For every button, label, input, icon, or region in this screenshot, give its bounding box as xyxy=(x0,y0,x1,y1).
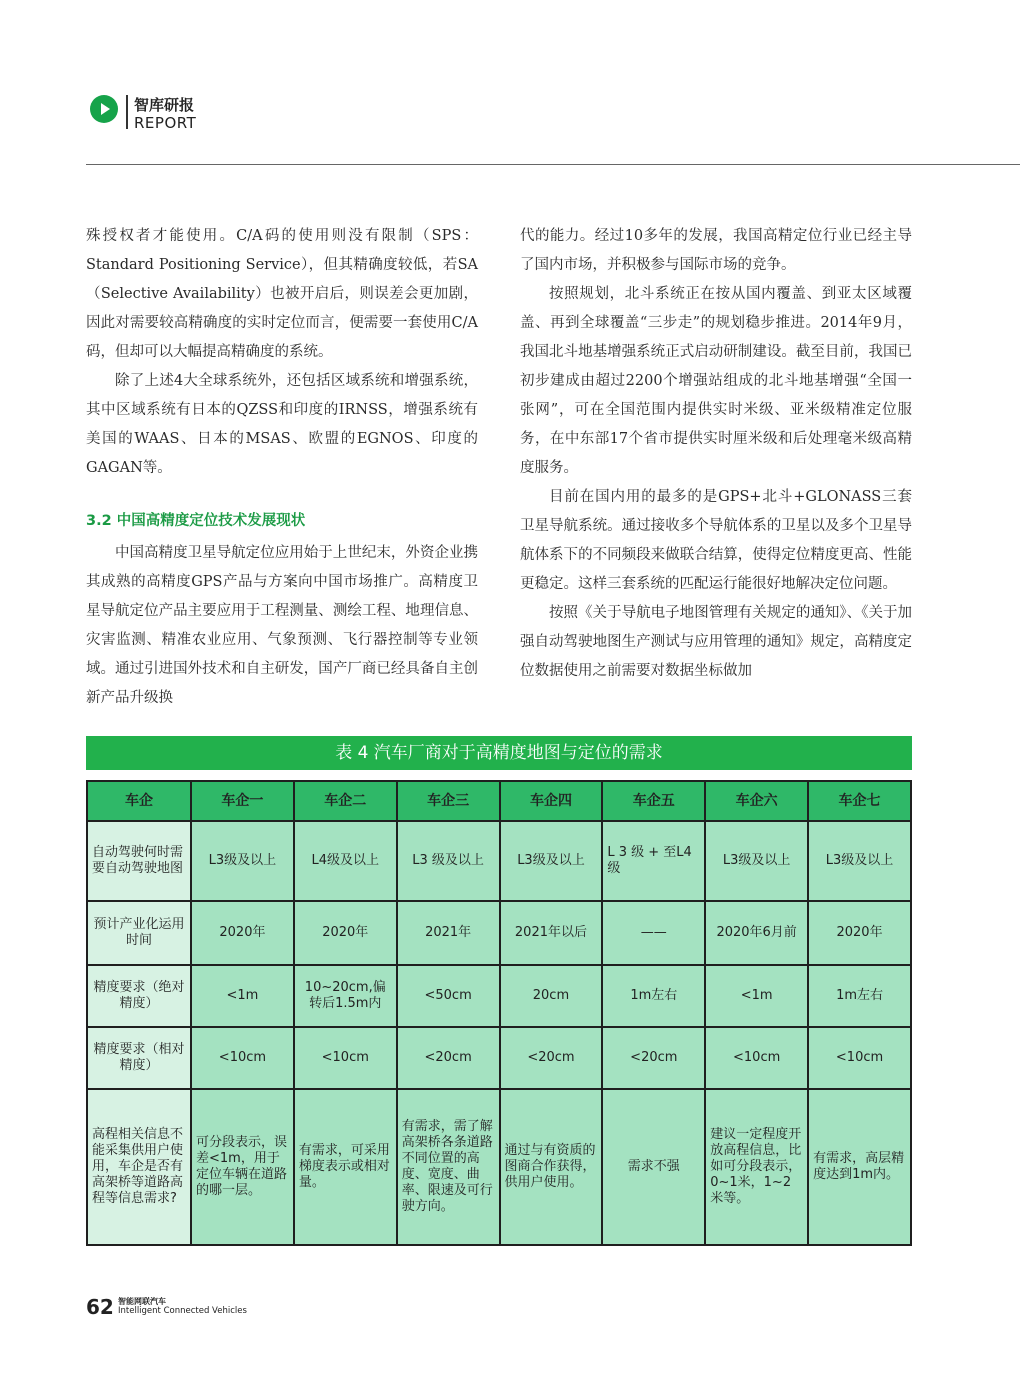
table-cell: 通过与有资质的图商合作获得，供用户使用。 xyxy=(500,1089,603,1245)
logo-divider xyxy=(126,95,128,129)
table-title: 表 4 汽车厂商对于高精度地图与定位的需求 xyxy=(86,736,912,770)
header-rule xyxy=(86,164,1020,165)
table-cell: L3级及以上 xyxy=(705,821,808,901)
table-cell: <10cm xyxy=(191,1027,294,1089)
paragraph: 代的能力。经过10多年的发展，我国高精定位行业已经主导了国内市场，并积极参与国际市场的竞争。 xyxy=(520,228,912,273)
row-header: 预计产业化运用时间 xyxy=(87,901,191,965)
column-header: 车企七 xyxy=(808,781,911,821)
table-row xyxy=(87,821,911,901)
row-header: 高程相关信息不能采集供用户使用，车企是否有高架桥等道路高程等信息需求? xyxy=(87,1089,191,1245)
column-header: 车企四 xyxy=(500,781,603,821)
row-header: 精度要求（绝对精度） xyxy=(87,965,191,1027)
row-header: 精度要求（相对精度） xyxy=(87,1027,191,1089)
table-cell: <20cm xyxy=(602,1027,705,1089)
paragraph: 中国高精度卫星导航定位应用始于上世纪末，外资企业携其成熟的高精度GPS产品与方案向中国市场推广。高精度卫星导航定位产品主要应用于工程测量、测绘工程、地理信息、灾害监测、精准农业应用、气象预测、飞行器控制等专业领域。通过引进国外技术和自主研发，国产厂商已经具备自主创新产品升级换 xyxy=(86,545,478,706)
table-cell: L3级及以上 xyxy=(191,821,294,901)
table-cell: 1m左右 xyxy=(808,965,911,1027)
table-cell: <1m xyxy=(191,965,294,1027)
table-cell: 2021年以后 xyxy=(500,901,603,965)
table-cell: L 3 级 + 至L4级 xyxy=(602,821,705,901)
table-row xyxy=(87,1089,911,1245)
magazine-name-cn: 智能网联汽车 xyxy=(118,1297,166,1306)
brand-subtitle: REPORT xyxy=(134,114,197,132)
paragraph: 除了上述4大全球系统外，还包括区域系统和增强系统，其中区域系统有日本的QZSS和印度的IRNSS，增强系统有美国的WAAS、日本的MSAS、欧盟的EGNOS、印度的GAGAN等。 xyxy=(86,373,478,476)
table-cell: <20cm xyxy=(397,1027,500,1089)
table-cell: L3 级及以上 xyxy=(397,821,500,901)
left-column xyxy=(86,222,478,713)
paragraph: 目前在国内用的最多的是GPS+北斗+GLONASS三套卫星导航系统。通过接收多个导航体系的卫星以及多个卫星导航体系下的不同频段来做联合结算，使得定位精度更高、性能更稳定。这样三套系统的匹配运行能很好地解决定位问题。 xyxy=(520,489,912,592)
table-cell: 有需求，可采用梯度表示或相对量。 xyxy=(294,1089,397,1245)
table-cell: 可分段表示，误差<1m，用于定位车辆在道路的哪一层。 xyxy=(191,1089,294,1245)
play-logo-icon xyxy=(90,95,118,123)
table-cell: <1m xyxy=(705,965,808,1027)
page-number: 62 xyxy=(86,1295,114,1319)
column-header: 车企二 xyxy=(294,781,397,821)
column-header: 车企六 xyxy=(705,781,808,821)
table-cell: <10cm xyxy=(808,1027,911,1089)
table-cell: 有需求，高层精度达到1m内。 xyxy=(808,1089,911,1245)
paragraph: 按照规划，北斗系统正在按从国内覆盖、到亚太区域覆盖、再到全球覆盖“三步走”的规划稳步推进。2014年9月，我国北斗地基增强系统正式启动研制建设。截至目前，我国已初步建成由超过2200个增强站组成的北斗地基增强“全国一张网”，可在全国范围内提供实时米级、亚米级精准定位服务，在中东部17个省市提供实时厘米级和后处理毫米级高精度服务。 xyxy=(520,286,912,476)
column-header: 车企三 xyxy=(397,781,500,821)
paragraph: 按照《关于导航电子地图管理有关规定的通知》、《关于加强自动驾驶地图生产测试与应用管理的通知》规定，高精度定位数据使用之前需要对数据坐标做加 xyxy=(520,605,912,679)
right-column xyxy=(520,222,912,686)
paragraph: 殊授权者才能使用。C/A码的使用则没有限制（SPS：Standard Positioning Service），但其精确度较低，若SA（Selective Availability）也被开启后，则误差会更加剧，因此对需要较高精确度的实时定位而言，便需要一套使用C/A码，但却可以大幅提高精确度的系统。 xyxy=(86,228,478,360)
table-cell: 2020年 xyxy=(294,901,397,965)
table-cell: 10~20cm,偏转后1.5m内 xyxy=(294,965,397,1027)
table-cell: 需求不强 xyxy=(602,1089,705,1245)
table-cell: <10cm xyxy=(294,1027,397,1089)
table-row xyxy=(87,1027,911,1089)
table-cell: L3级及以上 xyxy=(808,821,911,901)
row-header: 自动驾驶何时需要自动驾驶地图 xyxy=(87,821,191,901)
column-header: 车企一 xyxy=(191,781,294,821)
table-cell: —— xyxy=(602,901,705,965)
table-header-row xyxy=(87,781,911,821)
table-cell: <20cm xyxy=(500,1027,603,1089)
magazine-name-en: Intelligent Connected Vehicles xyxy=(118,1306,247,1316)
column-header: 车企 xyxy=(87,781,191,821)
column-header: 车企五 xyxy=(602,781,705,821)
requirements-table xyxy=(86,780,912,1246)
table-row xyxy=(87,965,911,1027)
section-heading: 3.2 中国高精度定位技术发展现状 xyxy=(86,513,306,529)
table-row xyxy=(87,901,911,965)
table-cell: 有需求，需了解高架桥各条道路不同位置的高度、宽度、曲率、限速及可行驶方向。 xyxy=(397,1089,500,1245)
brand-title: 智库研报 xyxy=(134,96,195,114)
table-cell: 2020年 xyxy=(191,901,294,965)
table-cell: 建议一定程度开放高程信息，比如可分段表示，0~1米，1~2米等。 xyxy=(705,1089,808,1245)
table-cell: 2020年 xyxy=(808,901,911,965)
table-cell: L4级及以上 xyxy=(294,821,397,901)
table-cell: <50cm xyxy=(397,965,500,1027)
table-cell: 2021年 xyxy=(397,901,500,965)
table-cell: <10cm xyxy=(705,1027,808,1089)
table-cell: 1m左右 xyxy=(602,965,705,1027)
table-cell: L3级及以上 xyxy=(500,821,603,901)
table-cell: 20cm xyxy=(500,965,603,1027)
table-cell: 2020年6月前 xyxy=(705,901,808,965)
